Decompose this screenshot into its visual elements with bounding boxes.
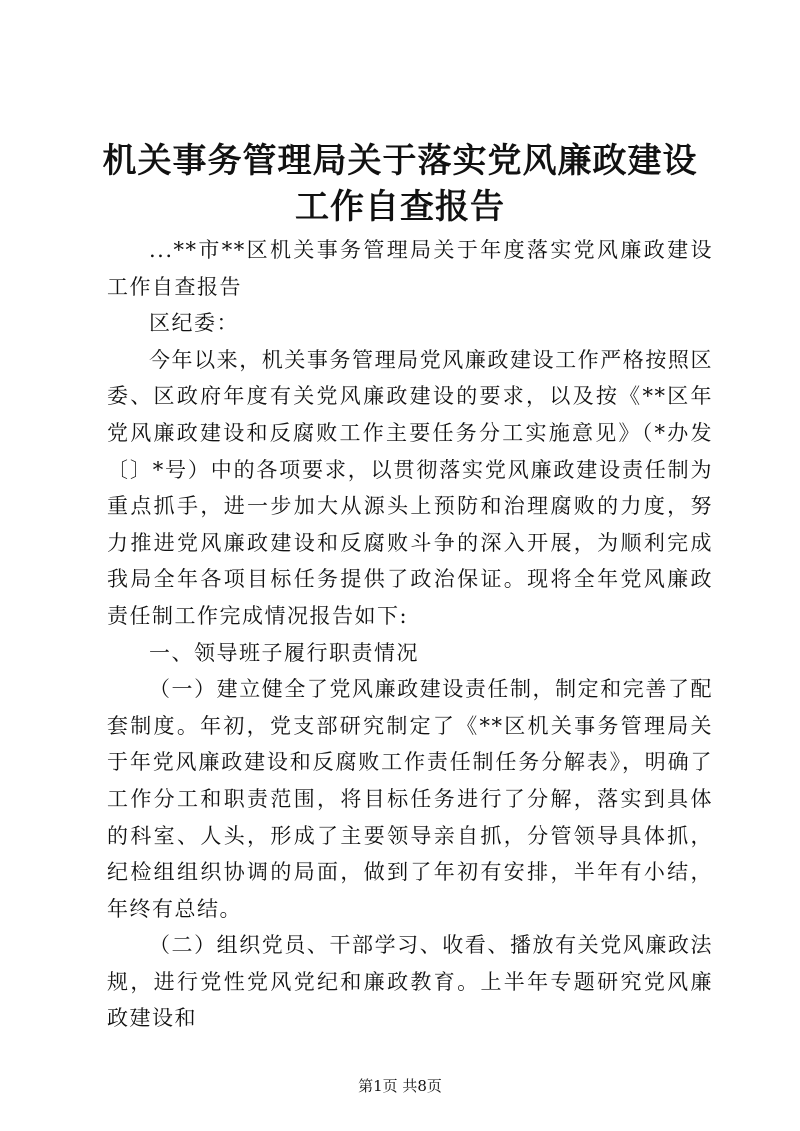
- document-title: 机关事务管理局关于落实党风廉政建设工作自查报告: [102, 141, 698, 227]
- page-number: 第1页 共8页: [358, 1077, 442, 1095]
- item-two-paragraph: （二）组织党员、干部学习、收看、播放有关党风廉政法规，进行党性党风党纪和廉政教育。上半年专题研究党风廉政建设和: [107, 933, 713, 1031]
- salutation-paragraph: 区纪委：: [149, 311, 239, 336]
- subtitle-paragraph: ...**市**区机关事务管理局关于年度落实党风廉政建设工作自查报告: [107, 238, 713, 299]
- item-one-paragraph: （一）建立健全了党风廉政建设责任制，制定和完善了配套制度。年初，党支部研究制定了《**区机关事务管理局关于年党风廉政建设和反腐败工作责任制任务分解表》，明确了工作分工和职责范围，将目标任务进行了分解，落实到具体的科室、人头，形成了主要领导亲自抓，分管领导具体抓，纪检组组织协调的局面，做到了年初有安排，半年有小结，年终有总结。: [107, 677, 713, 921]
- document-body: [107, 232, 713, 1037]
- intro-paragraph: 今年以来，机关事务管理局党风廉政建设工作严格按照区委、区政府年度有关党风廉政建设的要求，以及按《**区年党风廉政建设和反腐败工作主要任务分工实施意见》（*办发〔〕*号）中的各项要求，以贯彻落实党风廉政建设责任制为重点抓手，进一步加大从源头上预防和治理腐败的力度，努力推进党风廉政建设和反腐败斗争的深入开展，为顺利完成我局全年各项目标任务提供了政治保证。现将全年党风廉政责任制工作完成情况报告如下:: [107, 347, 713, 628]
- section-heading: 一、领导班子履行职责情况: [149, 640, 419, 665]
